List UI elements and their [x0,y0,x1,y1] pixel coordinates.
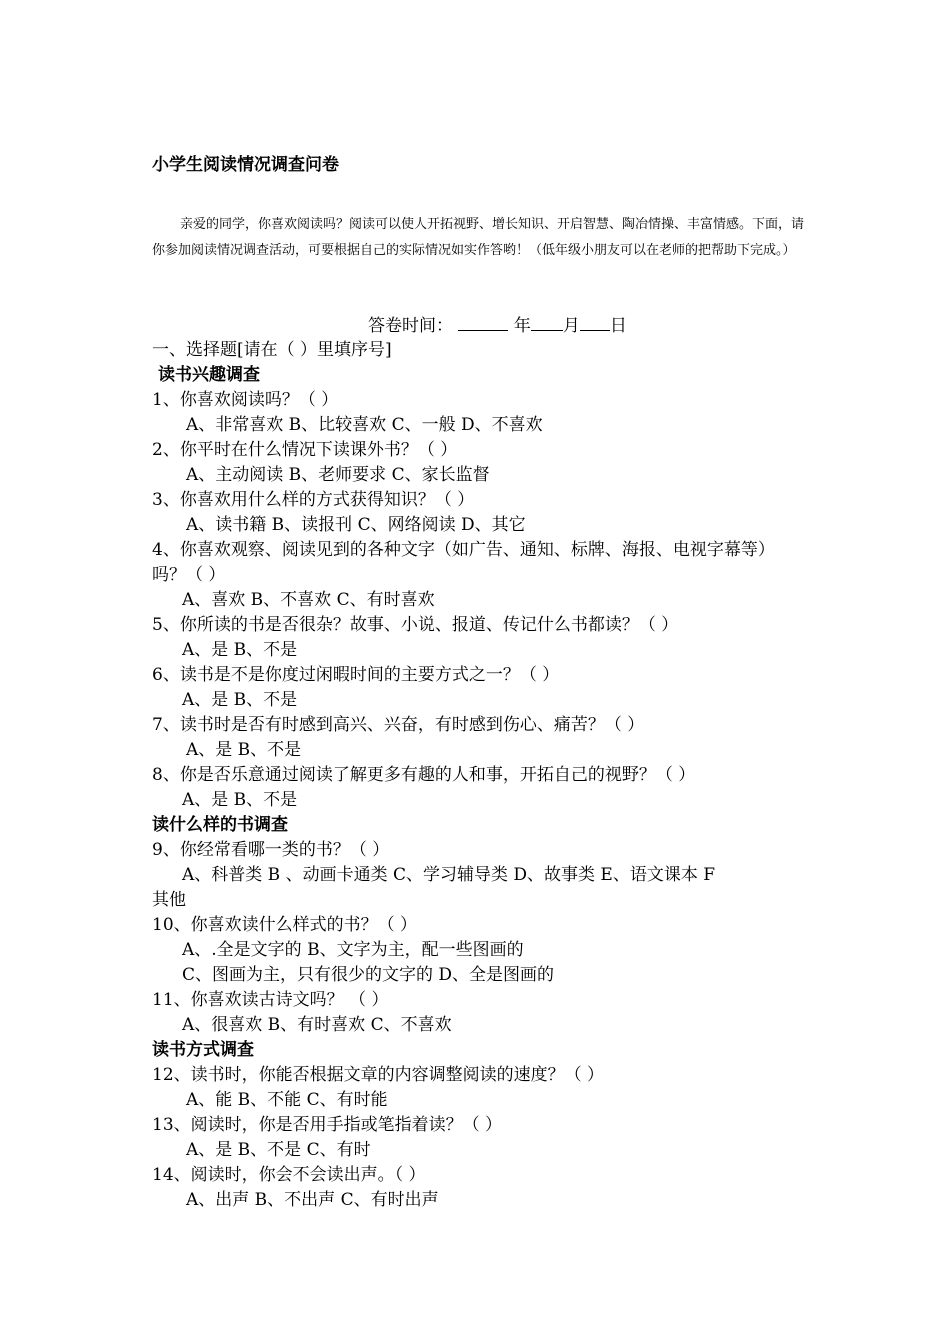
question-9-options-continued: 其他 [152,890,186,910]
date-blank-year[interactable] [458,314,508,331]
question-2: 2、你平时在什么情况下读课外书？（ ） [152,440,458,460]
date-year-label: 年 [513,316,531,336]
question-3-options: A、读书籍 B、读报刊 C、网络阅读 D、其它 [186,515,526,535]
section-heading: 读书方式调查 [152,1040,254,1060]
question-10-options-2: C、图画为主，只有很少的文字的 D、全是图画的 [182,965,555,985]
question-7-options: A、是 B、不是 [186,740,302,760]
question-11-options: A、很喜欢 B、有时喜欢 C、不喜欢 [182,1015,452,1035]
question-12: 12、读书时，你能否根据文章的内容调整阅读的速度？（ ） [152,1065,605,1085]
date-month-label: 月 [562,316,580,336]
question-13-options: A、是 B、不是 C、有时 [186,1140,371,1160]
question-4: 4、你喜欢观察、阅读见到的各种文字（如广告、通知、标牌、海报、电视字幕等） [152,540,775,560]
question-12-options: A、能 B、不能 C、有时能 [186,1090,388,1110]
question-3: 3、你喜欢用什么样的方式获得知识？（ ） [152,490,475,510]
question-9-options: A、科普类 B 、动画卡通类 C、学习辅导类 D、故事类 E、语文课本 F [182,865,716,885]
question-13: 13、阅读时，你是否用手指或笔指着读？（ ） [152,1115,503,1135]
question-14: 14、阅读时，你会不会读出声。（ ） [152,1165,426,1185]
question-8: 8、你是否乐意通过阅读了解更多有趣的人和事，开拓自己的视野？（ ） [152,765,696,785]
section-heading: 读书兴趣调查 [158,365,260,385]
page-title: 小学生阅读情况调查问卷 [152,155,339,175]
question-10: 10、你喜欢读什么样式的书？（ ） [152,915,418,935]
answer-date-line [368,314,627,337]
date-blank-day[interactable] [580,314,610,331]
section-heading: 读什么样的书调查 [152,815,288,835]
date-blank-month[interactable] [531,314,563,331]
question-5: 5、你所读的书是否很杂？故事、小说、报道、传记什么书都读？（ ） [152,615,679,635]
question-6-options: A、是 B、不是 [182,690,298,710]
date-day-label: 日 [609,316,627,336]
question-6: 6、读书是不是你度过闲暇时间的主要方式之一？（ ） [152,665,560,685]
question-4-options: A、喜欢 B、不喜欢 C、有时喜欢 [182,590,435,610]
question-1: 1、你喜欢阅读吗？（ ） [152,390,339,410]
question-14-options: A、出声 B、不出声 C、有时出声 [186,1190,439,1210]
question-8-options: A、是 B、不是 [182,790,298,810]
question-9: 9、你经常看哪一类的书？（ ） [152,840,390,860]
question-5-options: A、是 B、不是 [182,640,298,660]
question-2-options: A、主动阅读 B、老师要求 C、家长监督 [186,465,490,485]
question-4-continued: 吗？（ ） [152,565,226,585]
question-10-options-1: A、.全是文字的 B、文字为主，配一些图画的 [182,940,524,960]
intro-paragraph [152,212,804,264]
question-11: 11、你喜欢读古诗文吗？ （ ） [152,990,389,1010]
instruction-text: 一、选择题[请在（ ）里填序号] [152,340,392,360]
intro-text: 亲爱的同学，你喜欢阅读吗？阅读可以使人开拓视野、增长知识、开启智慧、陶冶情操、丰富情感。下面，请你参加阅读情况调查活动，可要根据自己的实际情况如实作答哟！（低年级小朋友可以在老师的把帮助下完成。） [152,217,805,258]
date-label: 答卷时间： [368,316,453,336]
question-7: 7、读书时是否有时感到高兴、兴奋，有时感到伤心、痛苦？（ ） [152,715,645,735]
question-1-options: A、非常喜欢 B、比较喜欢 C、一般 D、不喜欢 [186,415,543,435]
